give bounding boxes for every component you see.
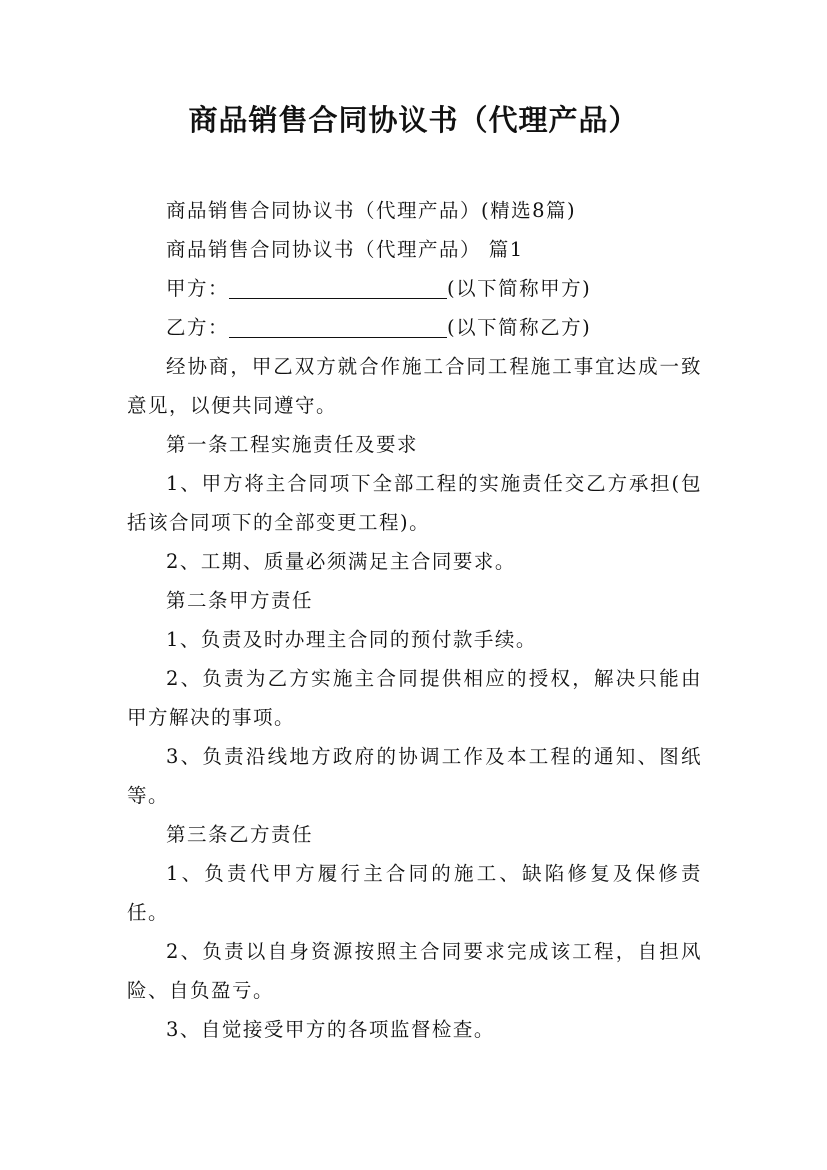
article-1-item-2: 2、工期、质量必须满足主合同要求。: [166, 550, 516, 573]
article-2-item-3: 3、负责沿线地方政府的协调工作及本工程的通知、图纸等。: [127, 745, 702, 807]
party-b-label: 乙方：: [166, 316, 230, 339]
section-heading: 商品销售合同协议书（代理产品） 篇1: [166, 238, 524, 261]
document-subtitle: 商品销售合同协议书（代理产品）(精选8篇): [166, 199, 577, 222]
article-2-item-1: 1、负责及时办理主合同的预付款手续。: [166, 628, 537, 651]
article-3-heading: 第三条乙方责任: [166, 823, 314, 846]
party-a-blank: [229, 274, 447, 299]
party-b-line: [127, 308, 702, 347]
document-title: 商品销售合同协议书（代理产品）: [188, 103, 639, 137]
party-a-label: 甲方：: [166, 277, 230, 300]
party-a-line: [127, 269, 702, 308]
intro-paragraph: 经协商，甲乙双方就合作施工合同工程施工事宜达成一致意见，以便共同遵守。: [127, 355, 702, 417]
party-b-suffix: (以下简称乙方): [447, 316, 592, 339]
article-3-item-1: 1、负责代甲方履行主合同的施工、缺陷修复及保修责任。: [127, 862, 702, 924]
party-a-suffix: (以下简称甲方): [447, 277, 592, 300]
article-2-heading: 第二条甲方责任: [166, 589, 314, 612]
article-1-heading: 第一条工程实施责任及要求: [166, 433, 419, 456]
article-1-item-1: 1、甲方将主合同项下全部工程的实施责任交乙方承担(包括该合同项下的全部变更工程)。: [127, 472, 702, 534]
article-3-item-2: 2、负责以自身资源按照主合同要求完成该工程，自担风险、自负盈亏。: [127, 940, 702, 1002]
article-2-item-2: 2、负责为乙方实施主合同提供相应的授权，解决只能由甲方解决的事项。: [127, 667, 702, 729]
document-body: [127, 191, 702, 1049]
party-b-blank: [229, 313, 447, 338]
article-3-item-3: 3、自觉接受甲方的各项监督检查。: [166, 1018, 495, 1041]
